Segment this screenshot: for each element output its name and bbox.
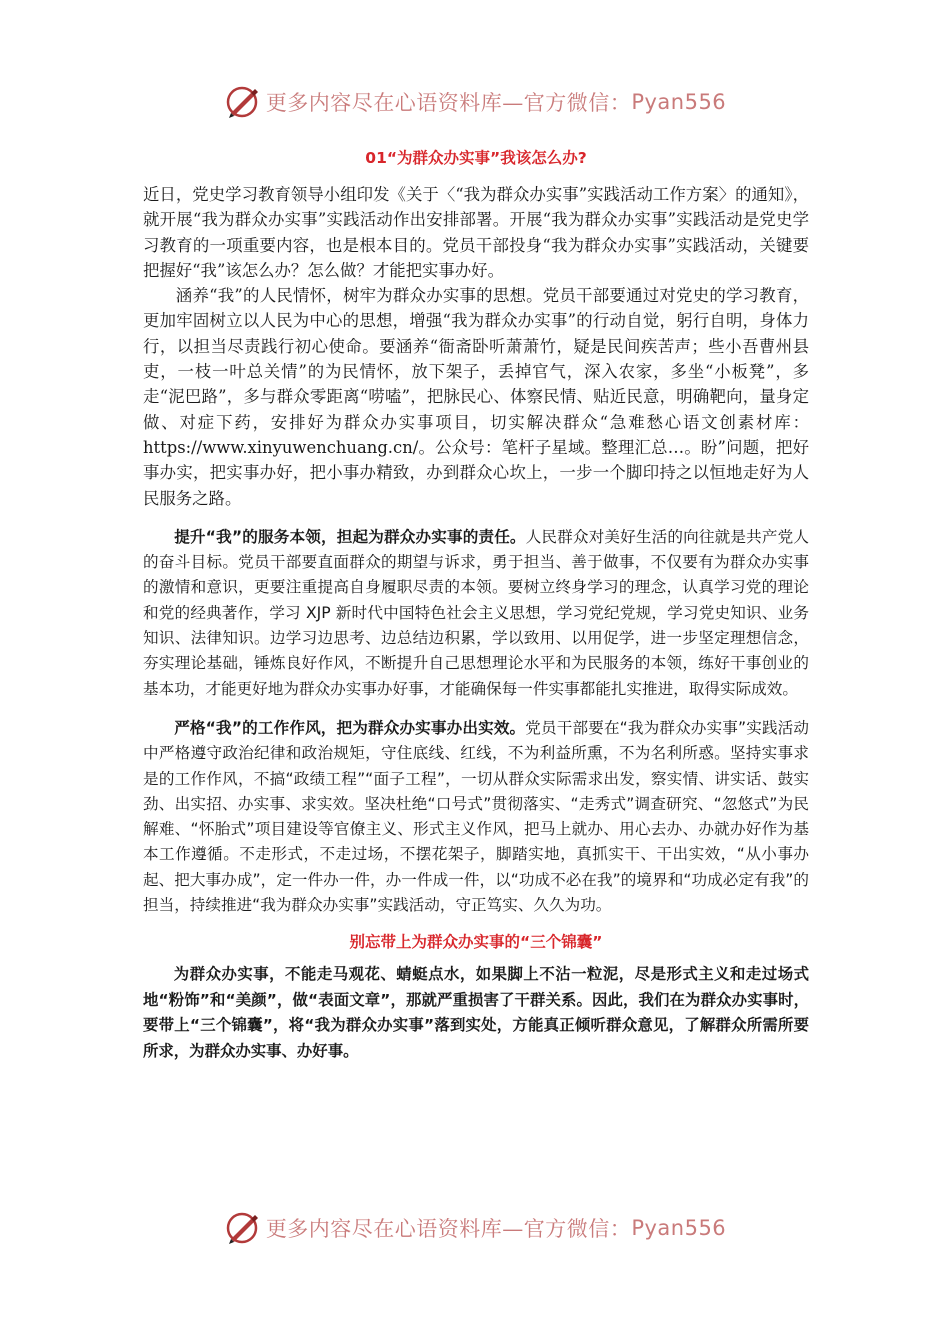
pen-icon (224, 84, 260, 120)
pen-icon (224, 1210, 260, 1246)
section2-title: 别忘带上为群众办实事的“三个锦囊” (349, 933, 603, 952)
footer-banner (0, 1208, 950, 1248)
paragraph-3-body: 党员干部要在“我为群众办实事”实践活动中严格遵守政治纪律和政治规矩，守住底线、红线，不为利益所熏，不为名利所惑。坚持实事求是的工作作风，不搞“政绩工程”“面子工程”，一切从群众实际需求出发，察实情、讲实话、鼓实劲、出实招、办实事、求实效。坚决杜绝“口号式”贯彻落实、“走秀式”调查研究、“忽悠式”为民解难、“怀胎式”项目建设等官僚主义、形式主义作风，把马上就办、用心去办、办就办好作为基本工作遵循。不走形式，不走过场，不摆花架子，脚踏实地，真抓实干、干出实效，“从小事办起、把大事办成”，定一件办一件，办一件成一件，以“功成不必在我”的境界和“功成必定有我”的担当，持续推进“我为群众办实事”实践活动，守正笃实、久久为功。 (143, 718, 809, 915)
section1-title: 01“为群众办实事”我该怎么办? (365, 149, 587, 167)
paragraph-1: 涵养“我”的人民情怀，树牢为群众办实事的思想。党员干部要通过对党史的学习教育，更加牢固树立以人民为中心的思想，增强“我为群众办实事”的行动自觉，躬行自明，身体力行，以担当尽责践行初心使命。要涵养“衙斋卧听萧萧竹，疑是民间疾苦声；些小吾曹州县吏，一枝一叶总关情”的为民情怀，放下架子，丢掉官气，深入农家，多坐“小板凳”，多走“泥巴路”，多与群众零距离“唠嗑”，把脉民心、体察民情、贴近民意，明确靶向，量身定做、对症下药，安排好为群众办实事项目，切实解决群众“急难愁心语文创素材库：https://www.xinyuwenchuang.cn/。公众号：笔杆子星域。整理汇总…。盼”问题，把好事办实，把实事办好，把小事办精致，办到群众心坎上，一步一个脚印持之以恒地走好为人民服务之路。 (143, 286, 809, 508)
intro-paragraph: 近日，党史学习教育领导小组印发《关于〈“我为群众办实事”实践活动工作方案〉的通知》，就开展“我为群众办实事”实践活动作出安排部署。开展“我为群众办实事”实践活动是党史学习教育的一项重要内容，也是根本目的。党员干部投身“我为群众办实事”实践活动，关键要把握好“我”该怎么办？怎么做？才能把实事办好。 (143, 185, 809, 280)
footer-text: 更多内容尽在心语资料库—官方微信： (265, 1217, 632, 1241)
paragraph-2-lead: 提升“我”的服务本领，担起为群众办实事的责任。 (174, 527, 526, 546)
header-banner (0, 82, 950, 122)
footer-wechat-id: Pyan556 (631, 1216, 727, 1240)
paragraph-3-lead: 严格“我”的工作作风，把为群众办实事办出实效。 (174, 718, 526, 737)
paragraph-2-body: 人民群众对美好生活的向往就是共产党人的奋斗目标。党员干部要直面群众的期望与诉求，勇于担当、善于做事，不仅要有为群众办实事的激情和意识，更要注重提高自身履职尽责的本领。要树立终身学习的理念，认真学习党的理论和党的经典著作，学习 XJP 新时代中国特色社会主义思想，学习党纪党规，学习党史知识、业务知识、法律知识。边学习边思考、边总结边积累，学以致用、以用促学，进一步坚定理想信念，夯实理论基础，锤炼良好作风，不断提升自己思想理论水平和为民服务的本领，练好干事创业的基本功，才能更好地为群众办实事办好事，才能确保每一件实事都能扎实推进，取得实际成效。 (143, 527, 809, 698)
document-body (143, 138, 809, 1064)
section2-paragraph: 为群众办实事，不能走马观花、蜻蜓点水，如果脚上不沾一粒泥，尽是形式主义和走过场式地“粉饰”和“美颜”，做“表面文章”，那就严重损害了干群关系。因此，我们在为群众办实事时，要带上“三个锦囊”，将“我为群众办实事”落到实处，方能真正倾听群众意见，了解群众所需所要所求，为群众办实事、办好事。 (143, 965, 809, 1060)
paragraph-2 (143, 525, 809, 702)
header-wechat-id: Pyan556 (631, 90, 727, 114)
header-text: 更多内容尽在心语资料库—官方微信： (265, 91, 632, 115)
paragraph-3 (143, 716, 809, 918)
